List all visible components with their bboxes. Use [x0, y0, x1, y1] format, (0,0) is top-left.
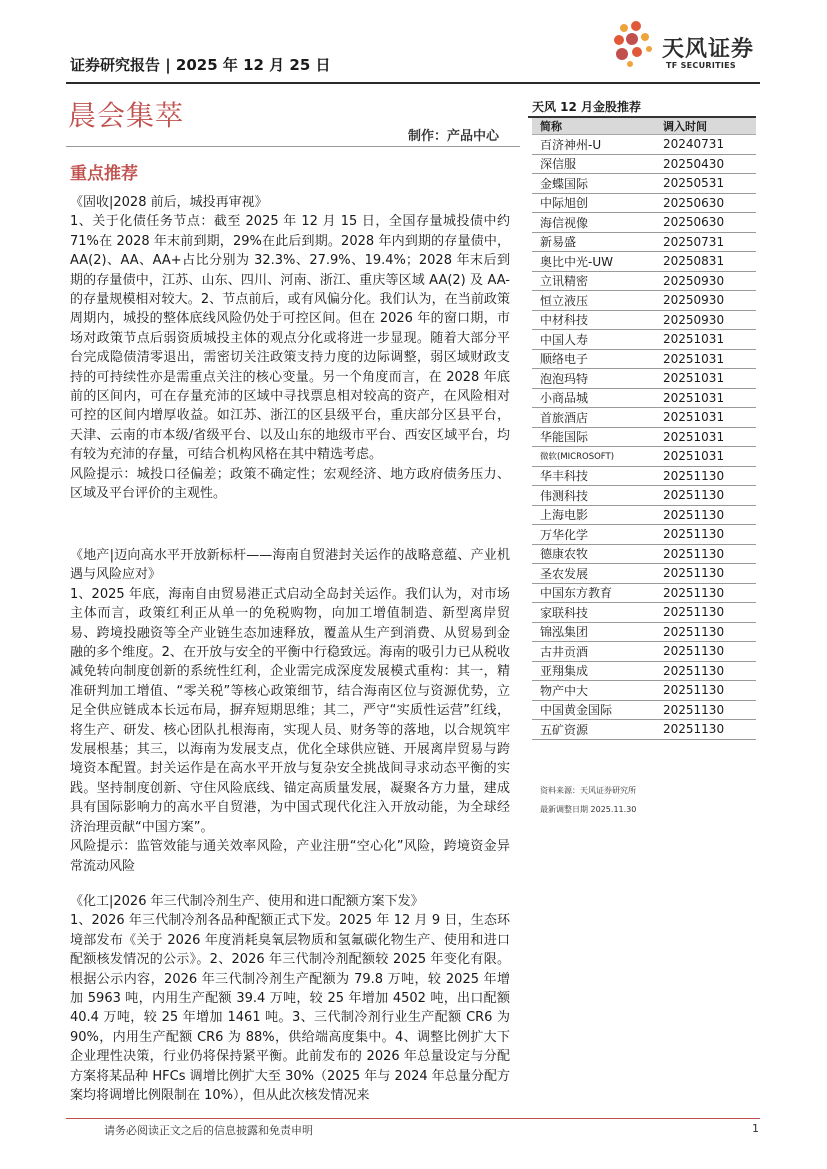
stock-name: 立讯精密	[532, 271, 645, 291]
article-heading: 《固收|2028 前后，城投再审视》	[70, 195, 268, 210]
stock-name: 物产中大	[532, 681, 645, 701]
stock-name: 华能国际	[532, 427, 645, 447]
added-date: 20250930	[645, 310, 756, 330]
source-note: 资料来源：天风证券研究所	[540, 786, 636, 795]
added-date: 20251130	[645, 642, 756, 662]
stock-name: 首旅酒店	[532, 408, 645, 428]
added-date: 20251130	[645, 583, 756, 603]
stock-name: 亚翔集成	[532, 661, 645, 681]
sidebar-title: 天风 12 月金股推荐	[532, 100, 642, 114]
stock-name: 华丰科技	[532, 466, 645, 486]
table-row	[532, 330, 756, 350]
article-body: 1、关于化债任务节点：截至 2025 年 12 月 15 日，全国存量城投债中约 71%在 2028 年末前到期，29%在此后到期。2028 年内到期的存量债中，AA(2)、AA、AA+占比分别为 32.3%、27.9%、19.4%；2028 年末后到期的存量债中，江苏、山东、四川、河南、浙江、重庆等区域 AA(2) 及 AA-的存量规模相对较大。2、节点前后，或有风偏分化。我们认为，在当前政策周期内，城投的整体底线风险仍处于可控区间。但在 2026 年的窗口期，市场对政策节点后弱资质城投主体的观点分化或将进一步显现。随着大部分平台完成隐债清零退出，需密切关注政策支持力度的边际调整，弱区域财政支持的可持续性亦是需重点关注的核心变量。另一个角度而言，在 2028 年底前的区间内，可在存量充沛的区域中寻找票息相对较高的资产，在风险相对可控的区间内增厚收益。如江苏、浙江的区县级平台，重庆部分区县平台，天津、云南的市本级/省级平台、以及山东的地级市平台、西安区域平台，均有较为充沛的存量，可结合机构风格在其中精选考虑。	[70, 214, 510, 463]
stock-name: 五矿资源	[532, 720, 645, 740]
column-header-name: 简称	[532, 118, 645, 135]
article-heading: 《化工|2026 年三代制冷剂生产、使用和进口配额方案下发》	[70, 894, 424, 909]
header-divider	[66, 82, 760, 84]
added-date: 20251031	[645, 330, 756, 350]
page-title: 晨会集萃	[68, 99, 185, 132]
table-row	[532, 447, 756, 467]
stock-name: 上海电影	[532, 505, 645, 525]
article-real-estate	[70, 546, 510, 876]
table-row	[532, 642, 756, 662]
added-date: 20250930	[645, 291, 756, 311]
table-row	[532, 349, 756, 369]
stock-name: 恒立液压	[532, 291, 645, 311]
stock-name: 中际旭创	[532, 193, 645, 213]
footer-divider	[66, 1118, 760, 1119]
article-risk: 风险提示：城投口径偏差；政策不确定性；宏观经济、地方政府债务压力、区域及平台评价的主观性。	[70, 466, 510, 502]
table-row	[532, 213, 756, 233]
added-date: 20251130	[645, 486, 756, 506]
table-row	[532, 525, 756, 545]
added-date: 20251130	[645, 681, 756, 701]
article-body: 1、2026 年三代制冷剂各品种配额正式下发。2025 年 12 月 9 日，生态环境部发布《关于 2026 年度消耗臭氧层物质和氢氟碳化物生产、使用和进口配额核发情况的公示》。2、2026 年三代制冷剂配额较 2025 年变化有限。根据公示内容，2026 年三代制冷剂生产配额为 79.8 万吨，较 2025 年增加 5963 吨，内用生产配额 39.4 万吨，较 25 年增加 4502 吨，出口配额 40.4 万吨，较 25 年增加 1461 吨。3、三代制冷剂行业生产配额 CR6 为 90%，内用生产配额 CR6 为 88%，供给端高度集中。4、调整比例扩大下企业理性决策，行业仍将保持紧平衡。此前发布的 2026 年总量设定与分配方案将某品种 HFCs 调增比例扩大至 30%（2025 年与 2024 年总量分配方案均将调增比例限制在 10%），但从此次核发情况来	[70, 913, 510, 1104]
stock-name: 中材科技	[532, 310, 645, 330]
added-date: 20251130	[645, 622, 756, 642]
article-risk: 风险提示：监管效能与通关效率风险，产业注册“空心化”风险，跨境资金异常流动风险	[70, 839, 510, 874]
table-row	[532, 544, 756, 564]
stock-name: 德康农牧	[532, 544, 645, 564]
stock-name: 泡泡玛特	[532, 369, 645, 389]
stock-name: 深信服	[532, 154, 645, 174]
added-date: 20251031	[645, 408, 756, 428]
added-date: 20240731	[645, 135, 756, 155]
table-row	[532, 700, 756, 720]
table-row	[532, 154, 756, 174]
stock-name: 中国黄金国际	[532, 700, 645, 720]
title-divider	[66, 146, 520, 147]
added-date: 20251130	[645, 603, 756, 623]
added-date: 20251031	[645, 369, 756, 389]
stock-name: 万华化学	[532, 525, 645, 545]
added-date: 20251130	[645, 700, 756, 720]
stock-name: 小商品城	[532, 388, 645, 408]
logo-mark-icon	[610, 20, 658, 68]
logo-name-cn: 天风证券	[662, 37, 755, 62]
table-row	[532, 427, 756, 447]
added-date: 20250831	[645, 252, 756, 272]
added-date: 20250531	[645, 174, 756, 194]
stock-name: 中国人寿	[532, 330, 645, 350]
added-date: 20251031	[645, 388, 756, 408]
table-row	[532, 466, 756, 486]
added-date: 20251130	[645, 564, 756, 584]
stock-name: 顺络电子	[532, 349, 645, 369]
table-row	[532, 564, 756, 584]
article-heading: 《地产|迈向高水平开放新标杆——海南自贸港封关运作的战略意蕴、产业机遇与风险应对》	[70, 548, 510, 583]
table-row	[532, 408, 756, 428]
table-row	[532, 271, 756, 291]
article-body: 1、2025 年底，海南自由贸易港正式启动全岛封关运作。我们认为，对市场主体而言，政策红利正从单一的免税购物，向加工增值制造、新型离岸贸易、跨境投融资等全产业链生态加速释放，覆盖从生产到消费、从贸易到金融的多个维度。2、在开放与安全的平衡中行稳致远。海南的吸引力已从税收减免转向制度创新的系统性红利，企业需完成深度发展模式重构：其一，精准研判加工增值、“零关税”等核心政策细节，结合海南区位与资源优势，立足全供应链成本长远布局，摒弃短期思维；其二，严守“实质性运营”红线，将生产、研发、核心团队扎根海南，实现人员、财务等的落地，以合规筑牢发展根基；其三，以海南为发展支点，优化全球供应链、开展离岸贸易与跨境资本配置。封关运作是在高水平开放与复杂安全挑战间寻求动态平衡的实践。坚持制度创新、守住风险底线、锚定高质量发展，凝聚各方力量，建成具有国际影响力的高水平自贸港，为中国式现代化注入开放动能，为全球经济治理贡献“中国方案”。	[70, 586, 510, 835]
update-date-note: 最新调整日期 2025.11.30	[540, 805, 637, 814]
table-row	[532, 661, 756, 681]
added-date: 20250630	[645, 193, 756, 213]
company-logo	[610, 18, 770, 74]
stock-name: 锦泓集团	[532, 622, 645, 642]
added-date: 20251130	[645, 661, 756, 681]
page-number: 1	[752, 1122, 759, 1135]
article-fixed-income	[70, 193, 510, 504]
table-row	[532, 486, 756, 506]
stock-name: 古井贡酒	[532, 642, 645, 662]
table-row	[532, 388, 756, 408]
stock-name: 家联科技	[532, 603, 645, 623]
added-date: 20251031	[645, 447, 756, 467]
table-row	[532, 291, 756, 311]
table-row	[532, 193, 756, 213]
stock-name: 圣农发展	[532, 564, 645, 584]
added-date: 20250630	[645, 213, 756, 233]
table-row	[532, 135, 756, 155]
table-header-row	[532, 118, 756, 135]
table-body	[532, 135, 756, 740]
stock-name: 伟测科技	[532, 486, 645, 506]
added-date: 20251130	[645, 544, 756, 564]
footer-disclaimer: 请务必阅读正文之后的信息披露和免责申明	[104, 1124, 313, 1137]
table-row	[532, 232, 756, 252]
table-row	[532, 174, 756, 194]
column-header-date: 调入时间	[645, 118, 756, 135]
stock-name: 金蝶国际	[532, 174, 645, 194]
stock-name: 奥比中光-UW	[532, 252, 645, 272]
added-date: 20250731	[645, 232, 756, 252]
table-row	[532, 369, 756, 389]
section-title: 重点推荐	[70, 164, 138, 184]
producer-label: 制作：产品中心	[408, 129, 500, 144]
stock-name: 中国东方教育	[532, 583, 645, 603]
added-date: 20251031	[645, 427, 756, 447]
stock-name: 新易盛	[532, 232, 645, 252]
added-date: 20250930	[645, 271, 756, 291]
table-row	[532, 681, 756, 701]
table-row	[532, 583, 756, 603]
report-date-header: 证券研究报告 | 2025 年 12 月 25 日	[70, 56, 331, 74]
article-chemicals	[70, 892, 510, 1105]
stock-name: 微软(MICROSOFT)	[532, 447, 645, 467]
table-row	[532, 603, 756, 623]
stock-name: 百济神州-U	[532, 135, 645, 155]
added-date: 20251031	[645, 349, 756, 369]
stock-name: 海信视像	[532, 213, 645, 233]
table-row	[532, 252, 756, 272]
table-row	[532, 720, 756, 740]
table-row	[532, 310, 756, 330]
added-date: 20251130	[645, 466, 756, 486]
added-date: 20251130	[645, 505, 756, 525]
golden-stock-table	[532, 118, 756, 740]
table-row	[532, 622, 756, 642]
added-date: 20251130	[645, 525, 756, 545]
table-row	[532, 505, 756, 525]
added-date: 20250430	[645, 154, 756, 174]
added-date: 20251130	[645, 720, 756, 740]
logo-name-en: TF SECURITIES	[666, 61, 736, 70]
